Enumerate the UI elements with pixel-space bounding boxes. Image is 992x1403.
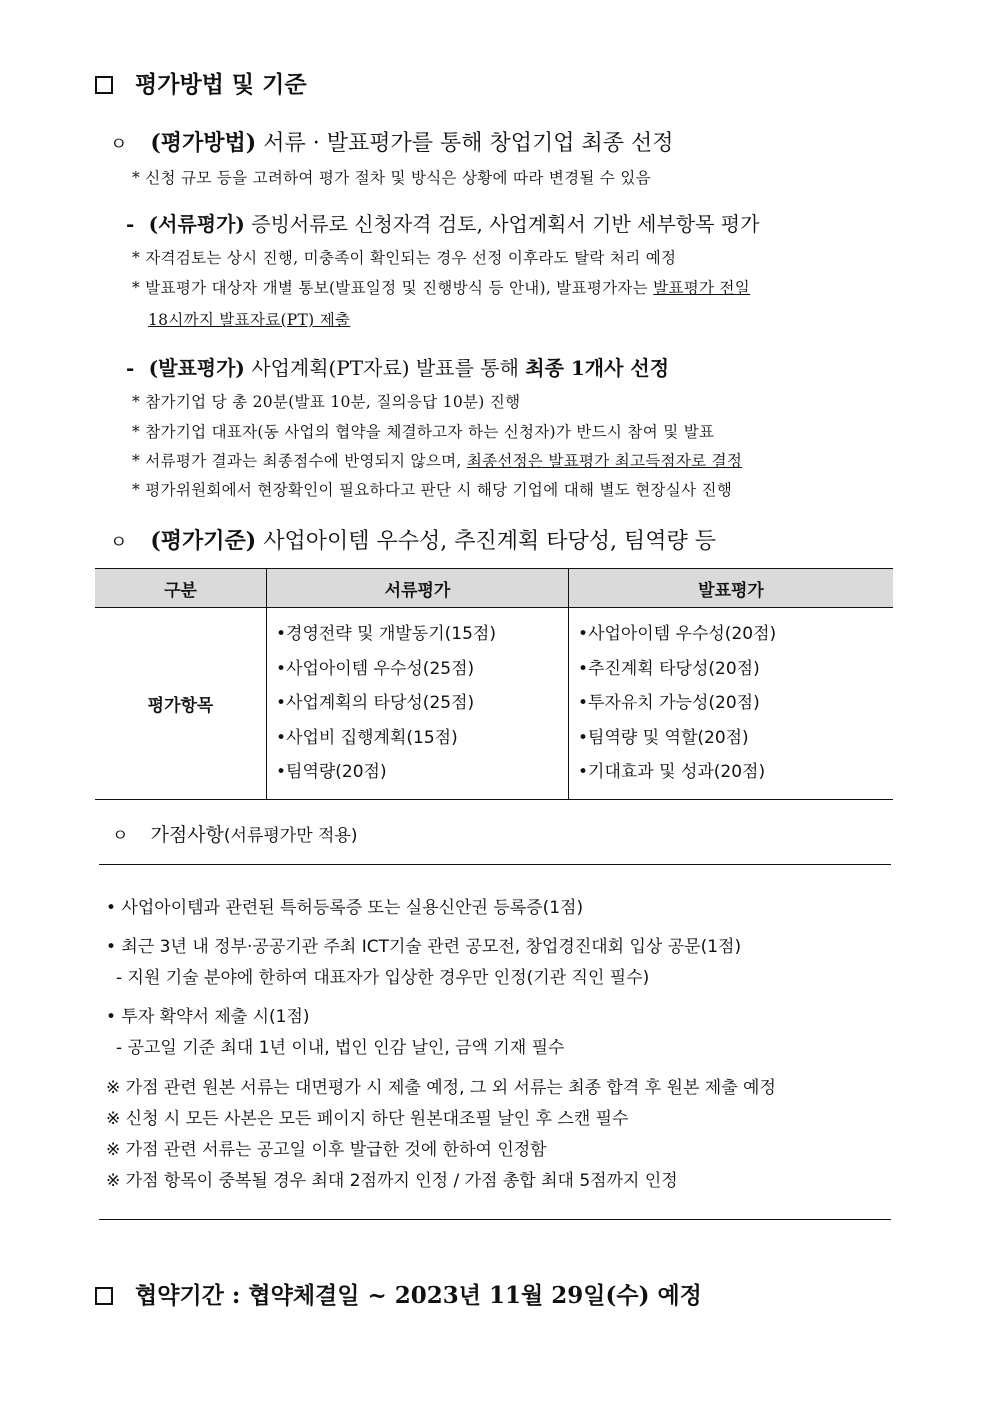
pres-eval-note-4: * 평가위원회에서 현장확인이 필요하다고 판단 시 해당 기업에 대해 별도 현장실사 진행 — [132, 481, 733, 499]
pres-eval-text: 사업계획(PT자료) 발표를 통해 — [244, 356, 526, 380]
list-item: •경영전략 및 개발동기(15점) — [276, 624, 496, 644]
list-item: •사업비 집행계획(15점) — [276, 727, 458, 748]
pres-eval-label: (발표평가) — [148, 356, 245, 380]
pres-eval-line — [126, 352, 669, 381]
bonus-item-3: • 투자 확약서 제출 시(1점) — [106, 1007, 310, 1027]
pres-eval-note-3-plain: * 서류평가 결과는 최종점수에 반영되지 않으며, — [132, 452, 467, 470]
list-item: •사업계획의 타당성(25점) — [276, 693, 475, 713]
doc-eval-line — [126, 208, 759, 237]
list-item: •팀역량(20점) — [276, 762, 387, 782]
doc-items-cell — [267, 608, 569, 800]
list-item: •팀역량 및 역할(20점) — [578, 727, 749, 748]
section-heading-text: 협약기간 : 협약체결일 ~ 2023년 11월 29일(수) 예정 — [135, 1282, 702, 1309]
method-label: (평가방법) — [150, 130, 257, 156]
pres-items-cell — [569, 608, 894, 800]
divider — [99, 1219, 891, 1220]
doc-eval-note-2 — [132, 276, 750, 298]
bonus-note-2: ※ 신청 시 모든 사본은 모든 페이지 하단 원본대조필 날인 후 스캔 필수 — [106, 1109, 629, 1129]
doc-eval-text: 증빙서류로 신청자격 검토, 사업계획서 기반 세부항목 평가 — [244, 212, 760, 236]
table-row-label: 평가항목 — [95, 608, 267, 800]
evaluation-table — [95, 568, 893, 800]
divider — [99, 864, 891, 865]
doc-eval-label: (서류평가) — [148, 212, 245, 236]
table-header-pres: 발표평가 — [569, 569, 894, 608]
bonus-note-4: ※ 가점 항목이 중복될 경우 최대 2점까지 인정 / 가점 총합 최대 5점까지 인정 — [106, 1171, 678, 1191]
checkbox-square-icon — [95, 76, 113, 94]
bonus-item-2-sub: - 지원 기술 분야에 한하여 대표자가 입상한 경우만 인정(기관 직인 필수) — [116, 968, 650, 988]
pres-eval-note-3-underline: 최종선정은 발표평가 최고득점자로 결정 — [466, 452, 743, 470]
section-heading-evaluation — [95, 66, 307, 99]
method-line — [110, 126, 673, 157]
doc-eval-dash: - — [126, 212, 135, 236]
doc-eval-note-2-plain: * 발표평가 대상자 개별 통보(발표일정 및 진행방식 등 안내), 발표평가자는 — [132, 279, 654, 297]
bonus-title: 가점사항 — [150, 824, 224, 846]
table-header-doc: 서류평가 — [267, 569, 569, 608]
doc-eval-note-2-underline: 발표평가 전일 — [653, 279, 751, 297]
list-item: •사업아이템 우수성(25점) — [276, 658, 475, 679]
method-note: * 신청 규모 등을 고려하여 평가 절차 및 방식은 상황에 따라 변경될 수 있음 — [132, 169, 651, 187]
criteria-text: 사업아이템 우수성, 추진계획 타당성, 팀역량 등 — [256, 529, 716, 554]
list-item: •사업아이템 우수성(20점) — [578, 624, 777, 644]
pres-eval-dash: - — [126, 356, 135, 380]
bonus-title-line — [112, 820, 358, 847]
doc-eval-note-1: * 자격검토는 상시 진행, 미충족이 확인되는 경우 선정 이후라도 탈락 처리 예정 — [132, 249, 677, 267]
pres-eval-note-1: * 참가기업 당 총 20분(발표 10분, 질의응답 10분) 진행 — [132, 393, 521, 411]
bonus-item-2: • 최근 3년 내 정부·공공기관 주최 ICT기술 관련 공모전, 창업경진대회 입상 공문(1점) — [106, 937, 742, 957]
criteria-line — [110, 524, 716, 555]
pres-eval-note-2: * 참가기업 대표자(동 사업의 협약을 체결하고자 하는 신청자)가 반드시 참여 및 발표 — [132, 423, 715, 441]
pres-eval-bold-tail: 최종 1개사 선정 — [525, 356, 670, 380]
table-row — [95, 608, 893, 800]
circle-marker: ㅇ — [112, 826, 129, 846]
bonus-item-1: • 사업아이템과 관련된 특허등록증 또는 실용신안권 등록증(1점) — [106, 898, 584, 918]
pres-eval-note-3 — [132, 449, 742, 471]
criteria-label: (평가기준) — [150, 528, 257, 554]
list-item: •투자유치 가능성(20점) — [578, 693, 760, 713]
circle-marker: ㅇ — [110, 134, 128, 155]
table-header-row — [95, 569, 893, 608]
method-text: 서류 · 발표평가를 통해 창업기업 최종 선정 — [256, 131, 674, 156]
section-heading-text: 평가방법 및 기준 — [135, 71, 307, 98]
list-item: •추진계획 타당성(20점) — [578, 658, 760, 679]
checkbox-square-icon — [95, 1287, 113, 1305]
list-item: •기대효과 및 성과(20점) — [578, 762, 766, 782]
bonus-note-3: ※ 가점 관련 서류는 공고일 이후 발급한 것에 한하여 인정함 — [106, 1140, 547, 1160]
bonus-note-1: ※ 가점 관련 원본 서류는 대면평가 시 제출 예정, 그 외 서류는 최종 합격 후 원본 제출 예정 — [106, 1078, 776, 1098]
bonus-item-3-sub: - 공고일 기준 최대 1년 이내, 법인 인감 날인, 금액 기재 필수 — [116, 1038, 565, 1058]
section-heading-period — [95, 1277, 702, 1310]
circle-marker: ㅇ — [110, 532, 128, 553]
bonus-title-suffix: (서류평가만 적용) — [223, 826, 358, 846]
doc-eval-note-2-cont: 18시까지 발표자료(PT) 제출 — [148, 311, 351, 329]
table-header-category: 구분 — [95, 569, 267, 608]
